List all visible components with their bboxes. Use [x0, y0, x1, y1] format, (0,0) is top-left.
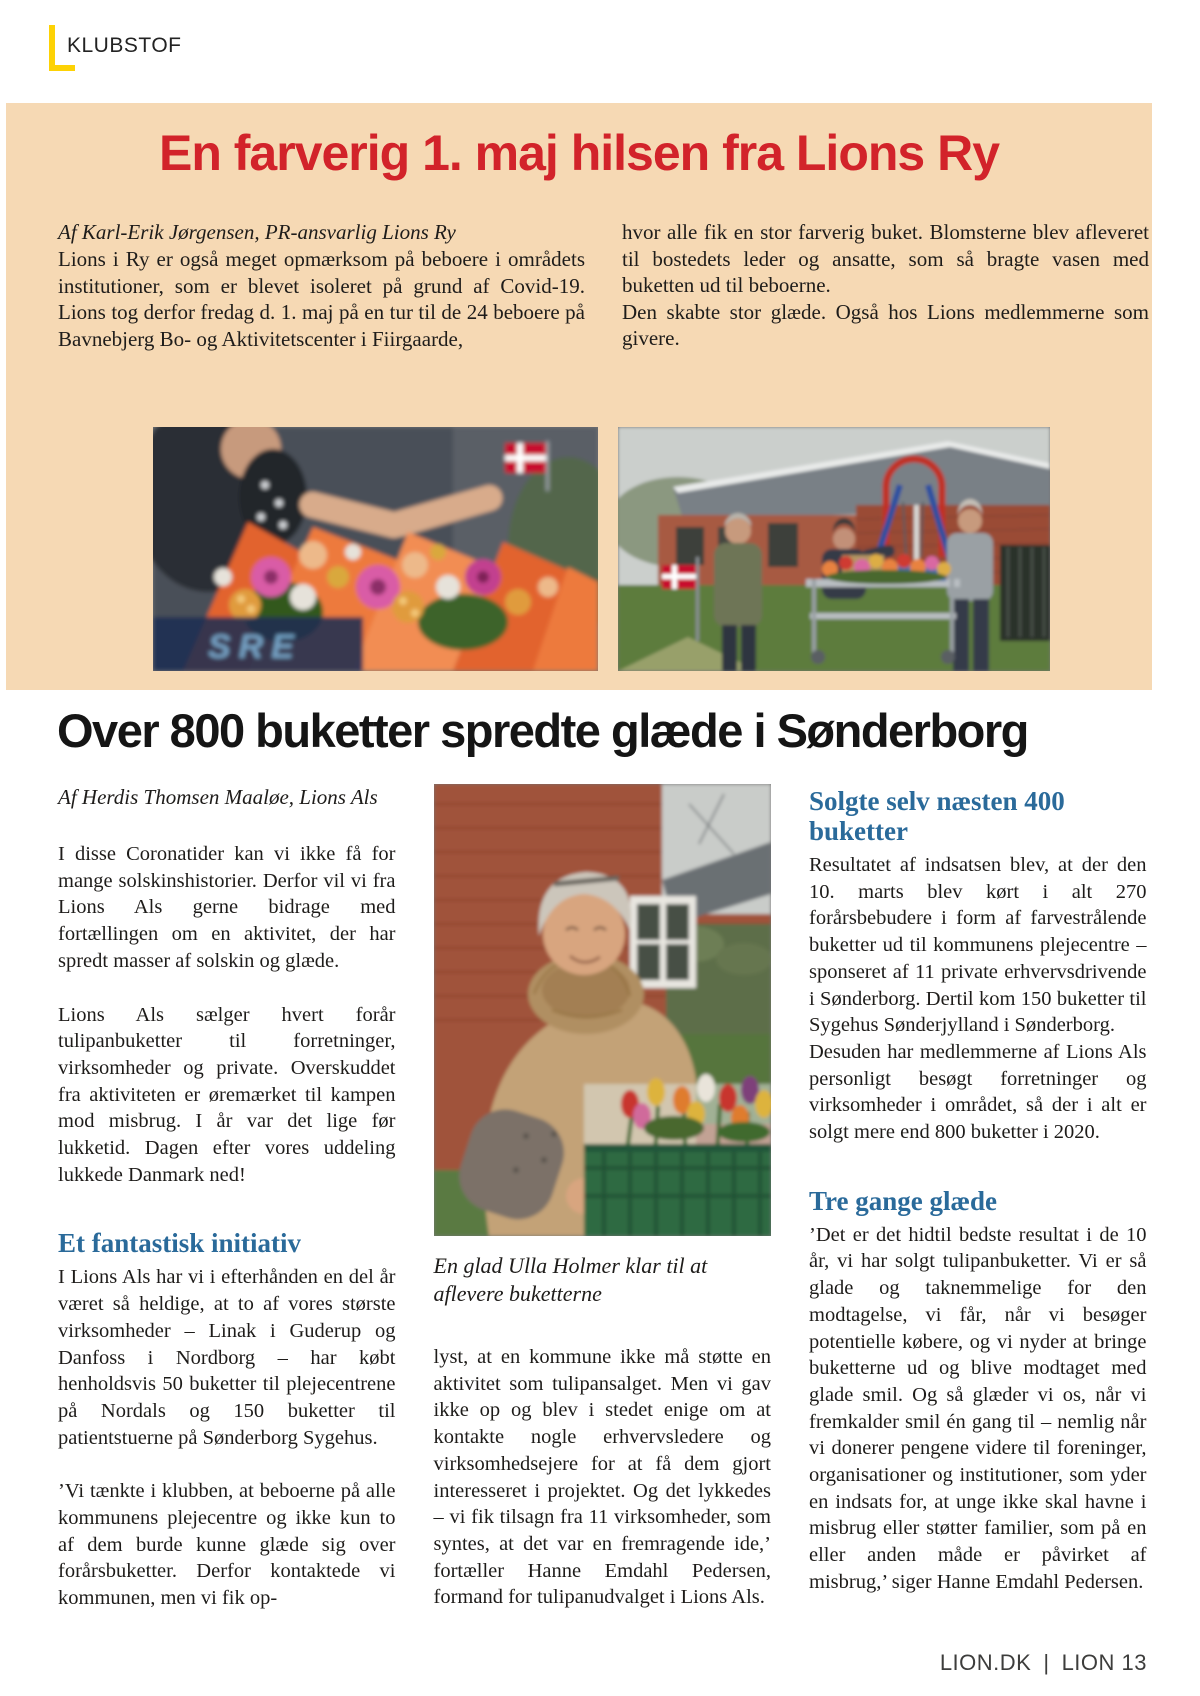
story1-column-left: [58, 219, 585, 352]
footer-separator: |: [1043, 1650, 1050, 1675]
story2-headline: Over 800 buketter spredte glæde i Sønderborg: [57, 704, 1028, 757]
story2-paragraph: Resultatet af indsatsen blev, at der den 10. marts blev kørt i alt 270 forårsbebudere i form af farvestrålende buketter ud til kommunens plejecentre – sponseret af 11 private erhvervsdrivende i Sønderborg. Dertil kom 150 buketter til Sygehus Sønderjylland i Sønderborg.: [809, 854, 1147, 1037]
story1-paragraph: Den skabte stor glæde. Også hos Lions medlemmerne som givere.: [622, 299, 1149, 351]
photo-caption: En glad Ulla Holmer klar til at aflevere buketterne: [433, 1253, 708, 1306]
tulip-crate: [584, 1074, 771, 1236]
photo-bouquets-closeup: [153, 427, 598, 671]
story2-subhead-tregange: Tre gange glæde: [809, 1185, 997, 1216]
story1-hero-box: [6, 103, 1152, 690]
kicker: [49, 25, 181, 71]
story1-paragraph: Lions i Ry er også meget opmærksom på beboere i områdets institutioner, som er blevet isoleret på grund af Covid-19. Lions tog derfor fredag d. 1. maj på en tur til de 24 beboere på Bavnebjerg Bo- og Aktivitetscenter i Fiirgaarde,: [58, 247, 585, 351]
page-footer: [940, 1650, 1147, 1676]
story2-paragraph: lyst, at en kommune ikke må støtte en aktivitet som tulipansalget. Men vi gav ikke op og blev i stedet enige om at kontakte nogle erhvervsledere og virksomhedsejere for at få dem gjort interesseret i projektet. Og det lykkedes – vi fik tilsagn fra 11 virksomheder, som syntes, at det var en fremragende ide,’ fortæller Hanne Emdahl Pedersen, formand for tulipanudvalget i Lions Als.: [433, 1346, 771, 1609]
footer-page-number: LION 13: [1061, 1650, 1147, 1675]
story1-columns: [58, 219, 1150, 352]
story2-paragraph: ’Det er det hidtil bedste resultat i de 10 år, vi har solgt tulipanbuketter. Vi er så glade og taknemmelige for den modtagelse, vi får, når vi besøger potentielle købere, og vi nyder at bringe buketterne ud og blive modtaget med glade smil. Og så glæder vi os, når vi fremkalder smil én gang til – nemlig når vi donerer pengene videre til foreninger, organisationer og institutioner, som yder en indsats for, at unge ikke skal havne i misbrug eller støtter familier, som på en eller anden måde er påvirket af misbrug,’ siger Hanne Emdahl Pedersen.: [809, 1223, 1147, 1593]
story2-paragraph: Lions Als sælger hvert forår tulipanbuketter til forretninger, virksomheder og private. Overskuddet fra aktiviteten er øremærket til kampen mod misbrug. I år var det lige før lukketid. Dagen efter vores uddeling lukkede Danmark ned!: [58, 1003, 396, 1186]
photo-ulla-with-tulips: [434, 784, 771, 1236]
story1-photos: [153, 427, 1050, 671]
story2-paragraph: ’Vi tænkte i klubben, at beboerne på alle kommunens plejecentre og ikke kun to af dem burde kunne glæde sig over forårsbuketter. Derfor kontaktede vi kommunen, men vi fik op-: [58, 1480, 396, 1610]
story1-paragraph: hvor alle fik en stor farverig buket. Blomsterne blev afleveret til bostedets leder og ansatte, som så bragte vasen med buketten ud til beboerne.: [622, 220, 1149, 298]
story2-paragraph: Desuden har medlemmerne af Lions Als personligt besøgt forretninger og virksomheder i området, så der i alt er solgt mere end 800 buketter i 2020.: [809, 1040, 1147, 1144]
story1-headline: En farverig 1. maj hilsen fra Lions Ry: [158, 125, 1000, 181]
story2-paragraph: I Lions Als har vi i efterhånden en del år været så heldige, at to af vores største virksomheder – Linak i Guderup og Danfoss i Nordborg – har købt henholdsvis 50 buketter til plejecentrene på Nordals og 150 buketter til patientstuerne på Sønderborg Sygehus.: [58, 1266, 396, 1449]
story2-subhead-initiativ: Et fantastisk initiativ: [58, 1228, 302, 1259]
photo-flower-cart-outdoor: [618, 427, 1050, 671]
window: [630, 896, 696, 988]
story2-column-middle: [434, 784, 772, 1639]
story2-column-left: [58, 784, 396, 1639]
story2-columns: [58, 784, 1147, 1639]
kicker-label: KLUBSTOF: [67, 34, 182, 57]
photo-banner-text: SRE: [208, 628, 302, 666]
story1-byline: Af Karl-Erik Jørgensen, PR-ansvarlig Lions Ry: [58, 220, 456, 244]
story1-column-right: [622, 219, 1149, 352]
story2-subhead-solgte: Solgte selv næsten 400 buketter: [809, 786, 1065, 846]
story2-column-right: [809, 784, 1147, 1639]
story2-byline: Af Herdis Thomsen Maaløe, Lions Als: [58, 785, 378, 809]
footer-site: LION.DK: [939, 1650, 1032, 1675]
story2-paragraph: I disse Coronatider kan vi ikke få for mange solskinshistorier. Derfor vil vi fra Lions Als gerne bidrage med fortællingen om en aktivitet, der har spredt masser af solskin og glæde.: [58, 843, 396, 972]
